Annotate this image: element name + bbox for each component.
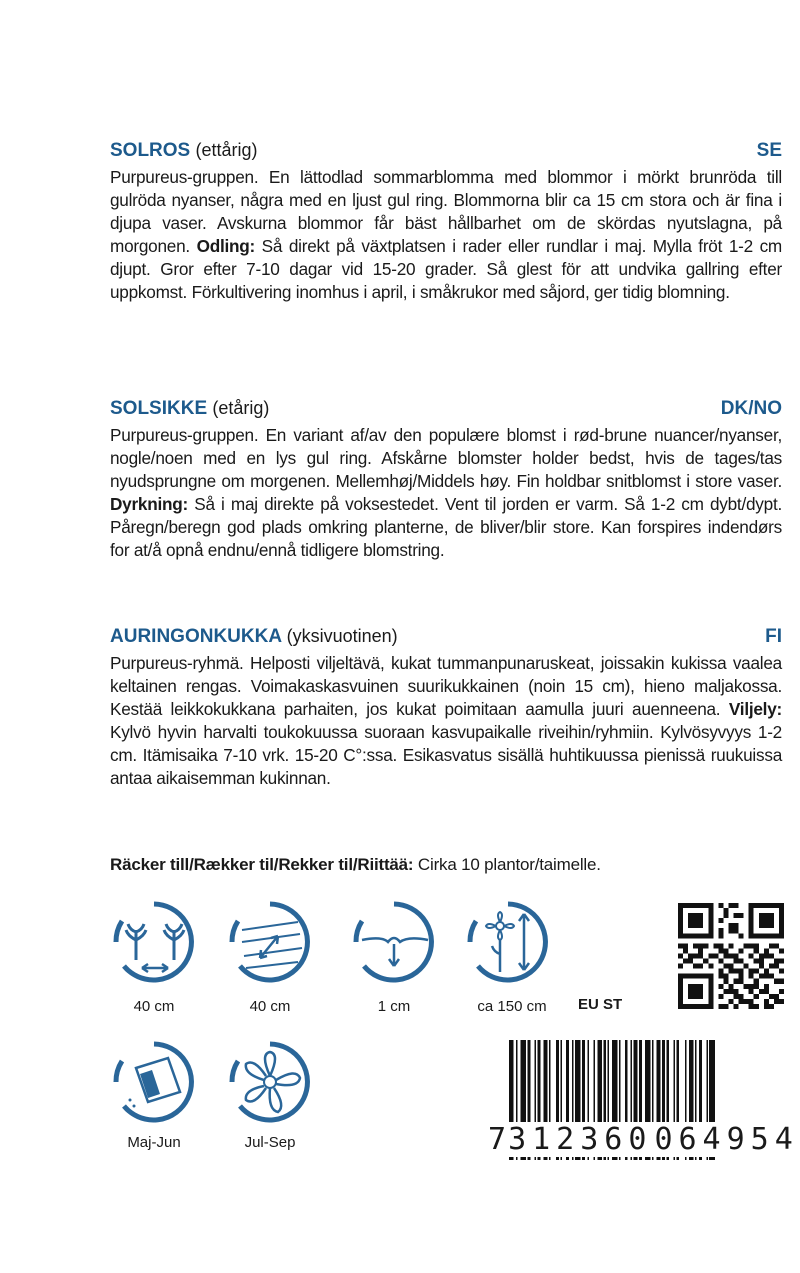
- language-code: SE: [756, 140, 782, 161]
- sowing-depth-caption: 1 cm: [377, 998, 411, 1015]
- section-body: [110, 424, 782, 562]
- qr-code: [678, 903, 784, 1009]
- language-code: DK/NO: [720, 398, 782, 419]
- body-label: Odling:: [196, 236, 255, 256]
- section-header: [110, 398, 782, 424]
- body-label: Dyrkning:: [110, 494, 188, 514]
- body-label: Viljely:: [728, 699, 782, 719]
- barcode-digits: [487, 1122, 799, 1157]
- coverage-line: [110, 855, 601, 875]
- body-text: Purpureus-ryhmä. Helposti viljeltävä, kukat tummanpunaruskeat, joissakin kukissa vaalea keltainen rengas. Voimakaskasvuinen suurikukkainen (noin 15 cm), hieno maljakossa. Kestää leikkokukkana parhaiten, jos kukat poimitaan aamulla juuri auenneena.: [110, 653, 782, 719]
- coverage-label: Räcker till/Rækker til/Rekker til/Riittää:: [110, 855, 414, 874]
- row-spacing-caption: 40 cm: [249, 998, 291, 1015]
- body-text: Kylvö hyvin harvalti toukokuussa suoraan kasvupaikalle riveihin/ryhmiin. Kylvösyvyys 1-2 cm. Itämisaika 7-10 vrk. 15-20 C°:ssa. Esikasvatus sisällä huhtikuussa pienissä ruukuissa antaa aikaisemman kukinnan.: [110, 722, 782, 788]
- barcode-digit-group: 064954: [654, 1122, 799, 1157]
- plant-spacing-icon: [112, 900, 196, 984]
- plant-height-icon: [466, 900, 550, 984]
- title-text: SOLSIKKE: [110, 398, 208, 419]
- title-text: SOLROS: [110, 140, 191, 161]
- eu-label: EU ST: [578, 996, 623, 1013]
- section-fi: [110, 626, 782, 790]
- flower-icon: [228, 1040, 312, 1124]
- subtitle-text: (ettårig): [195, 140, 258, 160]
- plant-height-caption: ca 150 cm: [477, 998, 547, 1015]
- sowing-depth-icon: [352, 900, 436, 984]
- section-body: [110, 652, 782, 790]
- section-title: [110, 398, 269, 420]
- subtitle-text: (etårig): [212, 398, 270, 418]
- row-spacing-icon: [228, 900, 312, 984]
- body-text: Så direkt på växtplatsen i rader eller rundlar i maj. Mylla fröt 1-2 cm djupt. Gror efter 7-10 dagar vid 15-20 grader. Så glest för att undvika gallring efter uppkomst. Förkultivering inomhus i april, i småkrukor med såjord, ger tidig blomning.: [110, 236, 782, 302]
- coverage-value: Cirka 10 plantor/taimelle.: [413, 855, 601, 874]
- section-header: [110, 140, 782, 166]
- subtitle-text: (yksivuotinen): [286, 626, 398, 646]
- plant-spacing-caption: 40 cm: [133, 998, 175, 1015]
- section-body: [110, 166, 782, 304]
- title-text: AURINGONKUKKA: [110, 626, 282, 647]
- section-header: [110, 626, 782, 652]
- sowing-time-caption: Maj-Jun: [127, 1134, 181, 1151]
- barcode-digit-group: 312360: [508, 1122, 653, 1157]
- seed-packet-icon: [112, 1040, 196, 1124]
- body-text: Så i maj direkte på voksestedet. Vent til jorden er varm. Så 1-2 cm dybt/dypt. Påregn/beregn god plads omkring planterne, de bliver/blir store. Kan forspires indendørs for at/å opnå endnu/ennå tidligere blomstring.: [110, 494, 782, 560]
- barcode-digit-group: 7: [488, 1122, 507, 1157]
- section-dk-no: [110, 398, 782, 562]
- flowering-time-caption: Jul-Sep: [244, 1134, 296, 1151]
- body-text: Purpureus-gruppen. En variant af/av den populære blomst i rød-brune nuancer/nyanser, nogle/noen med en lys gul ring. Afskårne blomster holder bedst, hvis de tages/tas nyudsprungne om morgenen. Mellemhøj/Middels høy. Fin holdbar snitblomst i store vaser.: [110, 425, 782, 491]
- section-se: [110, 140, 782, 304]
- body-text: Purpureus-gruppen. En lättodlad sommarblomma med blommor i mörkt brunröda till gulröda nyanser, några med en ljust gul ring. Blommorna blir ca 15 cm stora och är fina i djupa vaser. Avskurna blommor får bäst hållbarhet om de skördas nyutslagna, på morgonen.: [110, 167, 782, 256]
- language-code: FI: [765, 626, 782, 647]
- section-title: [110, 626, 398, 648]
- section-title: [110, 140, 258, 162]
